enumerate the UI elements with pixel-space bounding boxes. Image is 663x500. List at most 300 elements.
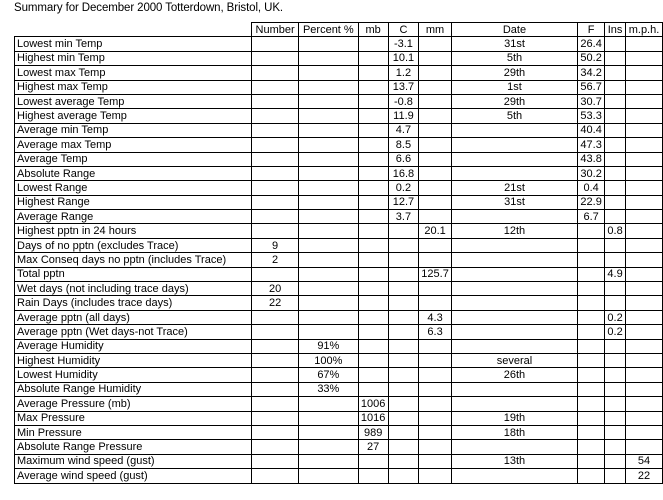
cell-percent: 100% [298, 353, 358, 367]
cell-mph [626, 181, 663, 195]
cell-mph [626, 397, 663, 411]
cell-mph: 22 [626, 469, 663, 483]
cell-f: 30.7 [578, 94, 605, 108]
cell-f [578, 368, 605, 382]
cell-number [252, 425, 299, 439]
cell-ins [605, 296, 626, 310]
cell-c: 4.7 [388, 123, 419, 137]
header-date: Date [451, 23, 577, 37]
cell-mph [626, 138, 663, 152]
cell-label: Days of no pptn (excludes Trace) [15, 238, 252, 252]
header-mb: mb [358, 23, 388, 37]
cell-c: 1.2 [388, 66, 419, 80]
cell-f [578, 224, 605, 238]
cell-date [451, 267, 577, 281]
cell-label: Min Pressure [15, 425, 252, 439]
cell-c [388, 325, 419, 339]
cell-mph [626, 152, 663, 166]
cell-mph [626, 325, 663, 339]
table-row [15, 152, 663, 166]
cell-number [252, 397, 299, 411]
cell-number [252, 224, 299, 238]
cell-date [451, 469, 577, 483]
cell-number [252, 210, 299, 224]
cell-mb [358, 454, 388, 468]
cell-ins: 0.2 [605, 325, 626, 339]
cell-c [388, 282, 419, 296]
cell-date: 19th [451, 411, 577, 425]
cell-f [578, 282, 605, 296]
table-row [15, 310, 663, 324]
cell-date [451, 339, 577, 353]
cell-label: Highest min Temp [15, 51, 252, 65]
cell-mm [419, 353, 452, 367]
cell-f [578, 339, 605, 353]
cell-number [252, 195, 299, 209]
cell-ins [605, 80, 626, 94]
cell-label: Wet days (not including trace days) [15, 282, 252, 296]
cell-mm [419, 51, 452, 65]
cell-ins [605, 166, 626, 180]
cell-mph [626, 353, 663, 367]
cell-label: Highest average Temp [15, 109, 252, 123]
cell-percent [298, 37, 358, 51]
cell-percent [298, 109, 358, 123]
cell-ins [605, 51, 626, 65]
cell-number [252, 411, 299, 425]
cell-date: 1st [451, 80, 577, 94]
cell-date [451, 253, 577, 267]
cell-c: 11.9 [388, 109, 419, 123]
cell-date: 18th [451, 425, 577, 439]
cell-mph [626, 195, 663, 209]
cell-mb [358, 109, 388, 123]
cell-c: 10.1 [388, 51, 419, 65]
cell-number [252, 382, 299, 396]
cell-label: Max Conseq days no pptn (includes Trace) [15, 253, 252, 267]
cell-label: Absolute Range Humidity [15, 382, 252, 396]
cell-c [388, 296, 419, 310]
cell-ins [605, 454, 626, 468]
header-ins: Ins [605, 23, 626, 37]
cell-mm [419, 368, 452, 382]
cell-percent [298, 152, 358, 166]
cell-c: 16.8 [388, 166, 419, 180]
cell-mph [626, 94, 663, 108]
cell-mb [358, 138, 388, 152]
cell-percent [298, 440, 358, 454]
cell-date [451, 210, 577, 224]
cell-mph [626, 411, 663, 425]
cell-number: 2 [252, 253, 299, 267]
cell-ins: 4.9 [605, 267, 626, 281]
cell-mph [626, 37, 663, 51]
cell-c [388, 440, 419, 454]
cell-percent [298, 310, 358, 324]
cell-ins [605, 469, 626, 483]
cell-percent [298, 411, 358, 425]
cell-number [252, 166, 299, 180]
cell-percent [298, 181, 358, 195]
cell-number [252, 152, 299, 166]
cell-ins [605, 123, 626, 137]
cell-mph [626, 267, 663, 281]
cell-c: 8.5 [388, 138, 419, 152]
cell-mph [626, 440, 663, 454]
cell-mm [419, 397, 452, 411]
cell-f: 47.3 [578, 138, 605, 152]
table-row [15, 339, 663, 353]
cell-mph [626, 310, 663, 324]
cell-mph: 54 [626, 454, 663, 468]
cell-label: Maximum wind speed (gust) [15, 454, 252, 468]
table-row [15, 440, 663, 454]
cell-date: 31st [451, 37, 577, 51]
table-row [15, 253, 663, 267]
cell-f [578, 382, 605, 396]
cell-ins [605, 353, 626, 367]
cell-number [252, 353, 299, 367]
cell-label: Average Humidity [15, 339, 252, 353]
cell-f: 6.7 [578, 210, 605, 224]
cell-f [578, 411, 605, 425]
cell-f [578, 397, 605, 411]
cell-number: 9 [252, 238, 299, 252]
cell-number [252, 94, 299, 108]
cell-f [578, 425, 605, 439]
cell-ins [605, 109, 626, 123]
cell-mm [419, 123, 452, 137]
cell-f [578, 469, 605, 483]
table-row [15, 325, 663, 339]
cell-mb: 1006 [358, 397, 388, 411]
cell-c [388, 253, 419, 267]
cell-mph [626, 253, 663, 267]
cell-c [388, 382, 419, 396]
table-row [15, 469, 663, 483]
cell-number [252, 109, 299, 123]
header-f: F [578, 23, 605, 37]
table-row [15, 51, 663, 65]
cell-label: Absolute Range Pressure [15, 440, 252, 454]
table-row [15, 166, 663, 180]
cell-percent [298, 123, 358, 137]
cell-mph [626, 166, 663, 180]
cell-mph [626, 238, 663, 252]
cell-label: Average pptn (Wet days-not Trace) [15, 325, 252, 339]
cell-date: 13th [451, 454, 577, 468]
cell-c [388, 353, 419, 367]
cell-mb [358, 195, 388, 209]
cell-ins [605, 94, 626, 108]
cell-date [451, 152, 577, 166]
cell-label: Total pptn [15, 267, 252, 281]
cell-f [578, 253, 605, 267]
cell-percent [298, 267, 358, 281]
table-row [15, 368, 663, 382]
cell-mb [358, 469, 388, 483]
cell-c: 3.7 [388, 210, 419, 224]
cell-percent [298, 80, 358, 94]
cell-number [252, 51, 299, 65]
cell-mb [358, 66, 388, 80]
cell-mm [419, 411, 452, 425]
cell-mm [419, 138, 452, 152]
cell-number: 22 [252, 296, 299, 310]
table-row [15, 397, 663, 411]
header-number: Number [252, 23, 299, 37]
header-c: C [388, 23, 419, 37]
cell-date [451, 296, 577, 310]
cell-c [388, 310, 419, 324]
cell-mb [358, 238, 388, 252]
table-row [15, 123, 663, 137]
cell-date: 29th [451, 66, 577, 80]
cell-mb [358, 253, 388, 267]
cell-mb: 989 [358, 425, 388, 439]
cell-mb [358, 94, 388, 108]
cell-mb [358, 181, 388, 195]
cell-ins [605, 181, 626, 195]
cell-mm [419, 181, 452, 195]
table-row [15, 454, 663, 468]
cell-number [252, 138, 299, 152]
cell-f: 30.2 [578, 166, 605, 180]
cell-ins: 0.2 [605, 310, 626, 324]
cell-mb [358, 166, 388, 180]
cell-mph [626, 123, 663, 137]
table-row [15, 224, 663, 238]
cell-f [578, 267, 605, 281]
table-row [15, 37, 663, 51]
cell-date: 21st [451, 181, 577, 195]
cell-f [578, 454, 605, 468]
cell-date: 26th [451, 368, 577, 382]
cell-percent [298, 296, 358, 310]
cell-mb [358, 325, 388, 339]
cell-f: 40.4 [578, 123, 605, 137]
cell-mb [358, 339, 388, 353]
cell-mb [358, 152, 388, 166]
cell-mm: 20.1 [419, 224, 452, 238]
cell-percent [298, 325, 358, 339]
cell-mm: 6.3 [419, 325, 452, 339]
cell-f: 50.2 [578, 51, 605, 65]
cell-percent [298, 469, 358, 483]
cell-label: Average min Temp [15, 123, 252, 137]
cell-date [451, 166, 577, 180]
cell-number [252, 66, 299, 80]
cell-ins [605, 238, 626, 252]
cell-f [578, 310, 605, 324]
cell-percent [298, 425, 358, 439]
cell-c: -3.1 [388, 37, 419, 51]
cell-number: 20 [252, 282, 299, 296]
cell-mb [358, 210, 388, 224]
cell-c: 6.6 [388, 152, 419, 166]
cell-percent [298, 195, 358, 209]
table-row [15, 282, 663, 296]
page-title: Summary for December 2000 Totterdown, Bristol, UK. [14, 2, 283, 14]
cell-percent: 91% [298, 339, 358, 353]
cell-ins [605, 152, 626, 166]
cell-label: Average pptn (all days) [15, 310, 252, 324]
cell-label: Average Pressure (mb) [15, 397, 252, 411]
cell-label: Max Pressure [15, 411, 252, 425]
cell-mb [358, 368, 388, 382]
cell-mph [626, 296, 663, 310]
cell-label: Average wind speed (gust) [15, 469, 252, 483]
cell-label: Highest pptn in 24 hours [15, 224, 252, 238]
cell-mm [419, 339, 452, 353]
cell-mb [358, 80, 388, 94]
cell-label: Lowest Humidity [15, 368, 252, 382]
cell-c [388, 238, 419, 252]
table-row [15, 411, 663, 425]
cell-mm [419, 238, 452, 252]
cell-label: Highest Humidity [15, 353, 252, 367]
cell-ins [605, 440, 626, 454]
header-mm: mm [419, 23, 452, 37]
cell-ins [605, 411, 626, 425]
cell-f: 22.9 [578, 195, 605, 209]
table-row [15, 195, 663, 209]
cell-number [252, 181, 299, 195]
cell-percent [298, 51, 358, 65]
cell-f: 53.3 [578, 109, 605, 123]
cell-mb [358, 123, 388, 137]
cell-percent [298, 253, 358, 267]
cell-date: 31st [451, 195, 577, 209]
cell-c [388, 267, 419, 281]
cell-date [451, 440, 577, 454]
cell-date: 5th [451, 109, 577, 123]
cell-percent: 33% [298, 382, 358, 396]
cell-label: Average Range [15, 210, 252, 224]
cell-ins [605, 210, 626, 224]
cell-mph [626, 80, 663, 94]
cell-mph [626, 282, 663, 296]
cell-mph [626, 210, 663, 224]
cell-f [578, 296, 605, 310]
cell-mm [419, 80, 452, 94]
cell-ins [605, 66, 626, 80]
cell-mm [419, 37, 452, 51]
cell-mph [626, 109, 663, 123]
cell-c [388, 339, 419, 353]
cell-c [388, 224, 419, 238]
cell-percent [298, 397, 358, 411]
cell-f: 26.4 [578, 37, 605, 51]
cell-label: Average max Temp [15, 138, 252, 152]
cell-label: Average Temp [15, 152, 252, 166]
cell-c: -0.8 [388, 94, 419, 108]
cell-mb: 27 [358, 440, 388, 454]
cell-mm [419, 253, 452, 267]
header-blank [15, 23, 252, 37]
cell-f [578, 353, 605, 367]
cell-mb [358, 382, 388, 396]
cell-f: 34.2 [578, 66, 605, 80]
cell-percent [298, 138, 358, 152]
cell-f [578, 440, 605, 454]
cell-date [451, 310, 577, 324]
cell-number [252, 339, 299, 353]
cell-date [451, 238, 577, 252]
cell-date: 29th [451, 94, 577, 108]
cell-c: 13.7 [388, 80, 419, 94]
cell-f: 43.8 [578, 152, 605, 166]
cell-mm [419, 195, 452, 209]
cell-number [252, 469, 299, 483]
cell-date: several [451, 353, 577, 367]
table-body [15, 37, 663, 483]
cell-mb [358, 296, 388, 310]
cell-percent [298, 94, 358, 108]
cell-mph [626, 382, 663, 396]
cell-f: 0.4 [578, 181, 605, 195]
cell-percent [298, 282, 358, 296]
cell-mm [419, 166, 452, 180]
cell-ins: 0.8 [605, 224, 626, 238]
cell-c [388, 397, 419, 411]
cell-date [451, 123, 577, 137]
cell-label: Lowest Range [15, 181, 252, 195]
cell-c [388, 411, 419, 425]
cell-percent [298, 224, 358, 238]
cell-label: Lowest max Temp [15, 66, 252, 80]
cell-mb: 1016 [358, 411, 388, 425]
cell-mm [419, 282, 452, 296]
cell-mb [358, 282, 388, 296]
table-row [15, 210, 663, 224]
cell-number [252, 123, 299, 137]
header-mph: m.p.h. [626, 23, 663, 37]
table-row [15, 181, 663, 195]
table-row [15, 267, 663, 281]
cell-mph [626, 425, 663, 439]
cell-date [451, 325, 577, 339]
cell-mm [419, 152, 452, 166]
cell-ins [605, 425, 626, 439]
cell-number [252, 267, 299, 281]
cell-percent [298, 238, 358, 252]
cell-mb [358, 353, 388, 367]
table-row [15, 94, 663, 108]
cell-date: 12th [451, 224, 577, 238]
table-row [15, 238, 663, 252]
cell-number [252, 368, 299, 382]
cell-ins [605, 397, 626, 411]
cell-label: Highest max Temp [15, 80, 252, 94]
cell-mph [626, 224, 663, 238]
cell-mb [358, 267, 388, 281]
cell-mph [626, 51, 663, 65]
cell-ins [605, 382, 626, 396]
cell-percent: 67% [298, 368, 358, 382]
cell-mm [419, 94, 452, 108]
weather-summary-table [14, 22, 663, 484]
cell-date [451, 397, 577, 411]
cell-label: Absolute Range [15, 166, 252, 180]
cell-c [388, 454, 419, 468]
cell-mm [419, 382, 452, 396]
cell-number [252, 440, 299, 454]
cell-label: Highest Range [15, 195, 252, 209]
cell-label: Rain Days (includes trace days) [15, 296, 252, 310]
cell-mph [626, 368, 663, 382]
cell-mm [419, 469, 452, 483]
